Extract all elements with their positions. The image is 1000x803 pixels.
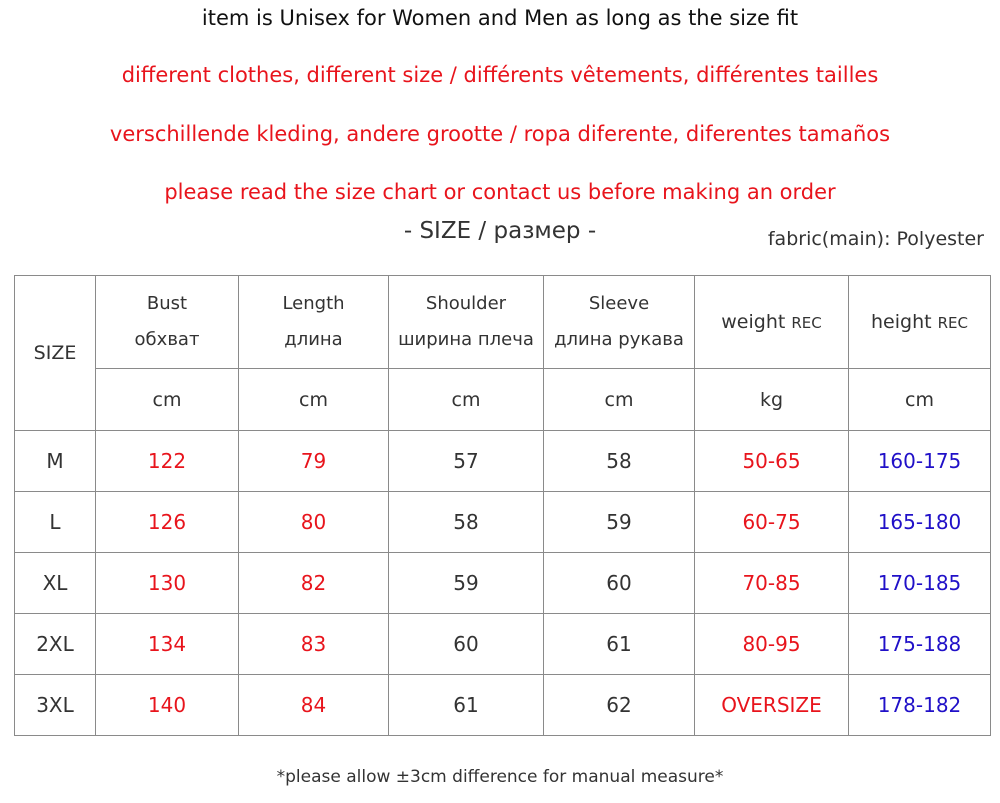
shoulder-cell: 57: [389, 431, 544, 492]
weight-cell: OVERSIZE: [695, 675, 849, 736]
table-row: [15, 492, 991, 553]
different-size-notice-en-fr: different clothes, different size / différents vêtements, différentes tailles: [121, 63, 879, 87]
bust-label: Bust: [146, 293, 188, 314]
sleeve-cell: 62: [544, 675, 695, 736]
bust-header: [96, 276, 239, 369]
shoulder-cell: 61: [389, 675, 544, 736]
sleeve-header: [544, 276, 695, 369]
sleeve-label: Sleeve: [588, 293, 650, 314]
size-cell: L: [15, 492, 96, 553]
bust-cell: 130: [96, 553, 239, 614]
weight-header: [695, 276, 849, 369]
height-cell: 170-185: [849, 553, 991, 614]
sleeve-cell: 59: [544, 492, 695, 553]
weight-rec-label: REC: [791, 314, 822, 332]
bust-cell: 140: [96, 675, 239, 736]
weight-cell: 60-75: [695, 492, 849, 553]
size-heading: - SIZE / размер -: [403, 218, 597, 244]
size-table: [14, 275, 991, 736]
weight-unit: kg: [695, 369, 849, 431]
table-row: [15, 553, 991, 614]
length-cell: 82: [239, 553, 389, 614]
weight-cell: 70-85: [695, 553, 849, 614]
length-cell: 84: [239, 675, 389, 736]
sleeve-cell: 61: [544, 614, 695, 675]
header-row: [15, 276, 991, 369]
unisex-notice: item is Unisex for Women and Men as long as the size fit: [201, 6, 799, 30]
different-size-notice-nl-es: verschillende kleding, andere grootte / ropa diferente, diferentes tamaños: [109, 122, 891, 146]
bust-unit: cm: [96, 369, 239, 431]
shoulder-unit: cm: [389, 369, 544, 431]
table-row: [15, 675, 991, 736]
height-cell: 178-182: [849, 675, 991, 736]
length-label-ru: длина: [284, 329, 343, 350]
sleeve-unit: cm: [544, 369, 695, 431]
length-label: Length: [282, 293, 345, 314]
shoulder-header: [389, 276, 544, 369]
shoulder-cell: 60: [389, 614, 544, 675]
height-header: [849, 276, 991, 369]
length-header: [239, 276, 389, 369]
sleeve-cell: 60: [544, 553, 695, 614]
weight-cell: 80-95: [695, 614, 849, 675]
table-row: [15, 431, 991, 492]
size-column-header: SIZE: [15, 276, 96, 431]
sleeve-label-ru: длина рукава: [554, 329, 684, 350]
weight-label: weight: [721, 311, 786, 333]
shoulder-label-ru: ширина плеча: [398, 329, 534, 350]
length-cell: 80: [239, 492, 389, 553]
height-unit: cm: [849, 369, 991, 431]
height-cell: 165-180: [849, 492, 991, 553]
bust-cell: 122: [96, 431, 239, 492]
size-cell: 3XL: [15, 675, 96, 736]
length-cell: 83: [239, 614, 389, 675]
height-cell: 175-188: [849, 614, 991, 675]
weight-cell: 50-65: [695, 431, 849, 492]
unit-row: [15, 369, 991, 431]
height-rec-label: REC: [937, 314, 968, 332]
height-label: height: [871, 311, 932, 333]
shoulder-cell: 59: [389, 553, 544, 614]
size-cell: 2XL: [15, 614, 96, 675]
table-row: [15, 614, 991, 675]
bust-label-ru: обхват: [134, 329, 200, 350]
size-cell: M: [15, 431, 96, 492]
sleeve-cell: 58: [544, 431, 695, 492]
shoulder-label: Shoulder: [425, 293, 507, 314]
bust-cell: 134: [96, 614, 239, 675]
bust-cell: 126: [96, 492, 239, 553]
fabric-info: fabric(main): Polyester: [767, 228, 984, 250]
measurement-footnote: *please allow ±3cm difference for manual measure*: [276, 767, 724, 787]
height-cell: 160-175: [849, 431, 991, 492]
length-unit: cm: [239, 369, 389, 431]
shoulder-cell: 58: [389, 492, 544, 553]
length-cell: 79: [239, 431, 389, 492]
size-chart-advice: please read the size chart or contact us before making an order: [164, 180, 836, 204]
size-cell: XL: [15, 553, 96, 614]
